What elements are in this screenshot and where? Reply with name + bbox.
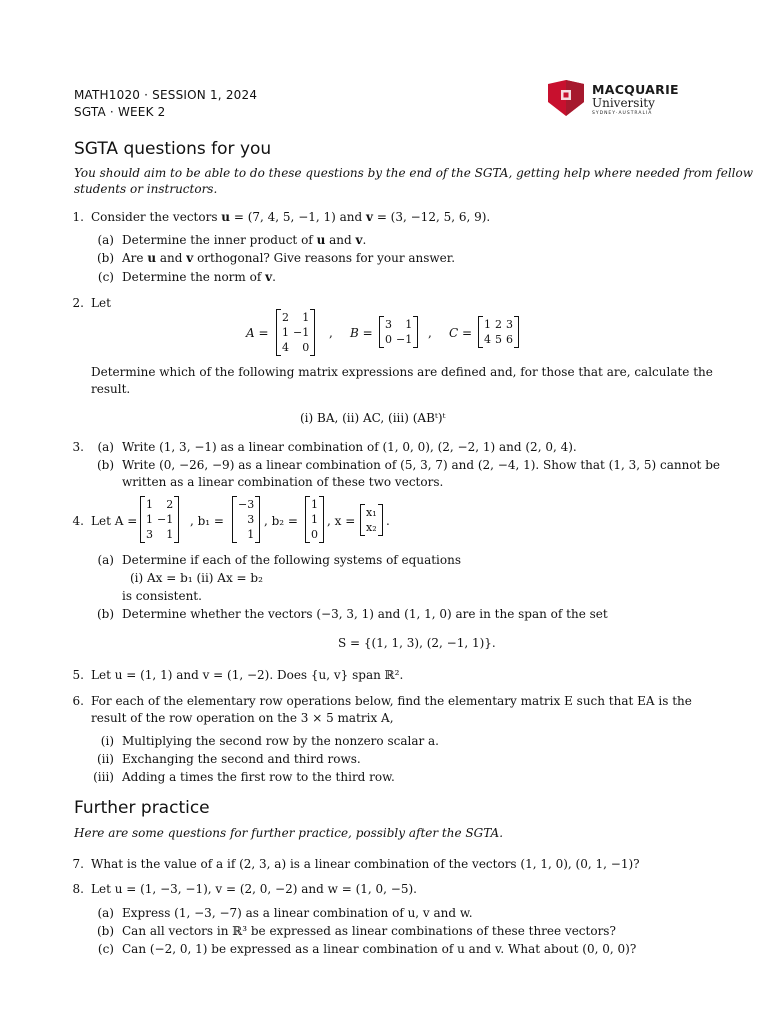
q2-B-label (350, 325, 373, 341)
further-intro: Here are some questions for further practice, possibly after the SGTA. (74, 826, 504, 840)
q1b-end: orthogonal? Give reasons for your answer. (193, 251, 456, 265)
q2-text-line-1: Determine which of the following matrix expressions are defined and, for those that are, calculate the (91, 365, 713, 379)
q2-A-entry-3-1: 4 (282, 341, 289, 354)
header-course-info (74, 87, 257, 121)
q2-matrix-C (478, 316, 519, 348)
q4-period: . (386, 514, 390, 528)
q2-stem: Let (91, 296, 111, 310)
q4b-label: (b) (96, 607, 114, 621)
q6iii-label: (iii) (93, 770, 114, 784)
q4-let: Let A = (91, 514, 138, 528)
q2-C-entry-2-2: 5 (495, 333, 502, 346)
q8a-label: (a) (97, 906, 114, 920)
q2-A-entry-2-2: −1 (293, 326, 310, 339)
q4a-label: (a) (97, 553, 114, 567)
q4-vector-b2 (305, 496, 324, 543)
q2-matrix-A (276, 309, 315, 356)
q1a-u: u (316, 233, 326, 247)
sgta-intro-line-2: students or instructors. (74, 182, 218, 196)
q4a-systems: (i) Ax = b₁ (ii) Ax = b₂ (130, 571, 263, 585)
q1a-label: (a) (97, 233, 114, 247)
q3-number: 3. (72, 440, 84, 454)
q1a-and: and (325, 233, 356, 247)
q6-text-line-2: result of the row operation on the 3 × 5 matrix A, (91, 711, 394, 725)
q4-x-label: , x = (327, 514, 356, 528)
logo-location: SYDNEY·AUSTRALIA (592, 111, 653, 116)
q1-v-symbol: v (366, 210, 373, 224)
q1a-v: v (355, 233, 363, 247)
q2-C-entry-1-2: 2 (495, 318, 502, 331)
q6i-label: (i) (100, 734, 114, 748)
q4-b1-entry-2-1: 3 (247, 513, 255, 526)
q2-B-label-text: B = (350, 326, 373, 340)
q4b-set: S = {(1, 1, 3), (2, −1, 1)}. (338, 636, 496, 650)
q3a-label: (a) (97, 440, 114, 454)
q4-b2-entry-2-1: 1 (311, 513, 318, 526)
q8c-text: Can (−2, 0, 1) be expressed as a linear combination of u and v. What about (0, 0, 0)? (122, 942, 637, 956)
logo-subtitle: University (592, 96, 655, 110)
q8b-label: (b) (96, 924, 114, 938)
q4-matrix-A (140, 496, 179, 543)
q2-text-line-2: result. (91, 382, 131, 396)
q6ii-label: (ii) (96, 752, 114, 766)
q4-x-entry-2-1: x₂ (366, 521, 377, 534)
q2-A-entry-3-2: 0 (302, 341, 310, 354)
q8-number: 8. (72, 882, 84, 896)
q2-C-label-text: C = (449, 326, 473, 340)
q2-C-label (449, 325, 472, 341)
q2-C-entry-1-3: 3 (506, 318, 513, 331)
q2-A-label (246, 325, 269, 341)
q4-b1-label: , b₁ = (190, 514, 224, 528)
q2-number: 2. (72, 296, 84, 310)
q6i-text: Multiplying the second row by the nonzero scalar a. (122, 734, 439, 748)
q1c-text (122, 269, 276, 285)
q1b-label: (b) (96, 251, 114, 265)
q4-vector-x (360, 504, 383, 536)
q6-text-line-1: For each of the elementary row operations below, find the elementary matrix E such that EA is the (91, 694, 692, 708)
q3b-label: (b) (96, 458, 114, 472)
q1b-u: u (147, 251, 157, 265)
q1a-text-1: Determine the inner product of (122, 233, 317, 247)
q4-A-entry-3-2: 1 (166, 528, 174, 541)
q2-matrix-B (379, 316, 418, 348)
q6ii-text: Exchanging the second and third rows. (122, 752, 361, 766)
q8c-label: (c) (97, 942, 114, 956)
q4-A-entry-1-2: 2 (166, 498, 174, 511)
q1a-text (122, 232, 366, 248)
q4-b2-label: , b₂ = (264, 514, 298, 528)
q1c-text-1: Determine the norm of (122, 270, 266, 284)
q6-number: 6. (72, 694, 84, 708)
q1c-label: (c) (97, 270, 114, 284)
q1b-v: v (186, 251, 194, 265)
q4-x-entry-1-1: x₁ (366, 506, 377, 519)
q2-A-entry-1-2: 1 (302, 311, 310, 324)
q4-A-entry-3-1: 3 (146, 528, 153, 541)
q2-comma-1: , (329, 326, 333, 340)
q2-B-entry-2-2: −1 (396, 333, 413, 346)
university-logo (548, 80, 688, 120)
q8-text: Let u = (1, −3, −1), v = (2, 0, −2) and w = (1, 0, −5). (91, 882, 417, 896)
q4-b2-entry-3-1: 0 (311, 528, 318, 541)
q3b-text-line-1: Write (0, −26, −9) as a linear combination of (5, 3, 7) and (2, −4, 1). Show that (1, 3, 5) cannot be (122, 458, 720, 472)
q1-stem-b: = (7, 4, 5, −1, 1) and (230, 210, 367, 224)
q4-A-entry-1-1: 1 (146, 498, 153, 511)
further-section-title: Further practice (74, 798, 210, 818)
q3a-text: Write (1, 3, −1) as a linear combination of (1, 0, 0), (2, −2, 1) and (2, 0, 4). (122, 440, 577, 454)
q8b-text: Can all vectors in ℝ³ be expressed as linear combinations of these three vectors? (122, 924, 616, 938)
q1-stem (91, 209, 490, 225)
q1c-end: . (272, 270, 276, 284)
q2-A-entry-2-1: 1 (282, 326, 289, 339)
sgta-section-title: SGTA questions for you (74, 139, 272, 159)
q7-number: 7. (72, 857, 84, 871)
q1b-text-1: Are (122, 251, 148, 265)
q4-A-entry-2-1: 1 (146, 513, 153, 526)
q7-text: What is the value of a if (2, 3, a) is a linear combination of the vectors (1, 1, 0), (0, 1, −1)? (91, 857, 640, 871)
q1b-and: and (156, 251, 187, 265)
course-line: MATH1020 · SESSION 1, 2024 (74, 88, 258, 102)
q2-B-entry-2-1: 0 (385, 333, 392, 346)
q4-b1-entry-1-1: −3 (238, 498, 255, 511)
q4-b2-entry-1-1: 1 (311, 498, 318, 511)
q2-A-label-text: A = (246, 326, 269, 340)
q2-B-entry-1-2: 1 (405, 318, 413, 331)
q2-expressions: (i) BA, (ii) AC, (iii) (ABᵗ)ᵗ (300, 411, 446, 425)
q4a-tail: is consistent. (122, 589, 202, 603)
q4-number: 4. (72, 514, 84, 528)
sgta-intro-line-1: You should aim to be able to do these questions by the end of the SGTA, getting help where needed from fellow (74, 166, 754, 180)
q1a-end: . (362, 233, 367, 247)
q3b-text-line-2: written as a linear combination of these two vectors. (122, 475, 444, 489)
q4a-text: Determine if each of the following systems of equations (122, 553, 461, 567)
q4-vector-b1 (232, 496, 260, 543)
q4-A-entry-2-2: −1 (157, 513, 174, 526)
q2-C-entry-2-3: 6 (506, 333, 513, 346)
q1-stem-a: Consider the vectors (91, 210, 222, 224)
q4-b1-entry-3-1: 1 (247, 528, 255, 541)
sgta-intro (74, 165, 753, 197)
q8a-text: Express (1, −3, −7) as a linear combination of u, v and w. (122, 906, 473, 920)
shield-logo-icon (548, 80, 584, 116)
q5-text: Let u = (1, 1) and v = (1, −2). Does {u, v} span ℝ². (91, 668, 404, 682)
q2-A-entry-1-1: 2 (282, 311, 289, 324)
q1c-v: v (265, 270, 273, 284)
q4b-text: Determine whether the vectors (−3, 3, 1) and (1, 1, 0) are in the span of the set (122, 607, 608, 621)
q2-C-entry-2-1: 4 (484, 333, 491, 346)
q2-C-entry-1-1: 1 (484, 318, 491, 331)
q1-u-symbol: u (221, 210, 231, 224)
q1b-text (122, 250, 455, 266)
logo-name: MACQUARIE (592, 82, 679, 97)
q1-stem-c: = (3, −12, 5, 6, 9). (373, 210, 491, 224)
week-line: SGTA · WEEK 2 (74, 105, 166, 119)
q6iii-text: Adding a times the first row to the third row. (122, 770, 395, 784)
q2-B-entry-1-1: 3 (385, 318, 392, 331)
q1-number: 1. (72, 210, 84, 224)
q5-number: 5. (72, 668, 84, 682)
q2-comma-2: , (428, 326, 432, 340)
